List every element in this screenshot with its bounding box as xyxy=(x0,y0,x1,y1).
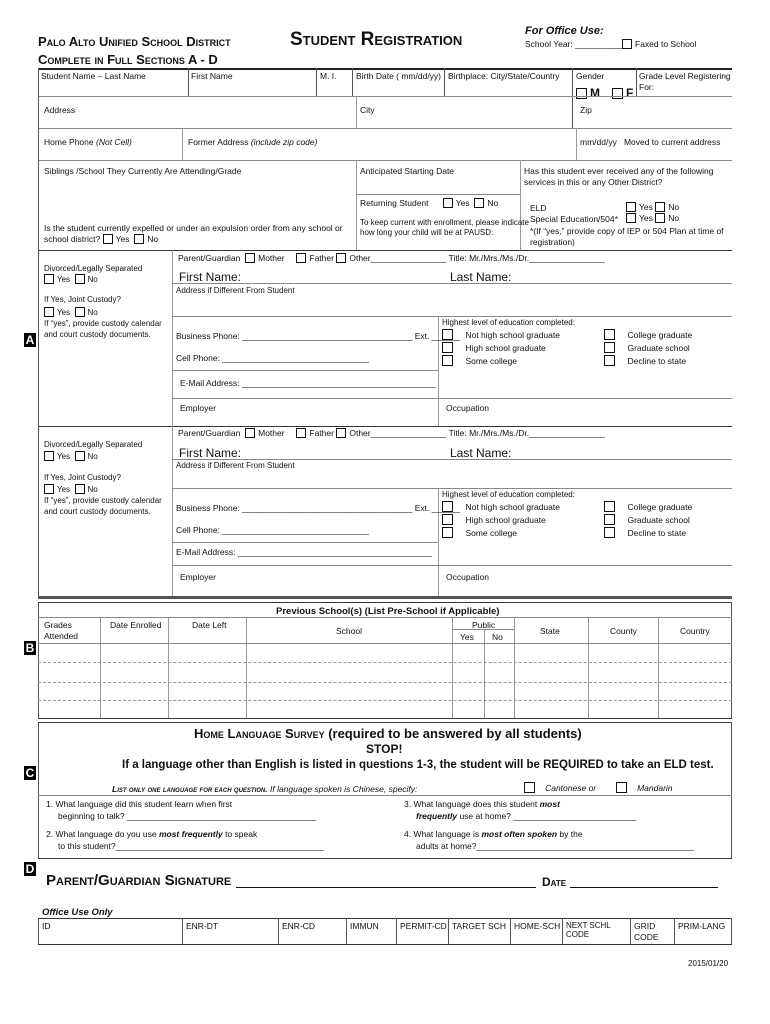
public-no-header: No xyxy=(492,632,503,642)
date-line[interactable] xyxy=(570,887,718,888)
mi-label: M. I. xyxy=(320,71,337,81)
parent1-cell-phone-field[interactable]: Cell Phone: _______________________________ xyxy=(176,353,369,363)
question-2: 2. What language do you use most frequently to speak xyxy=(46,829,258,839)
expelled-question: Is the student currently expelled or under an expulsion order from any school or xyxy=(44,223,343,233)
eld-label: ELD xyxy=(530,203,547,213)
parent2-edu-some-college-checkbox[interactable] xyxy=(442,527,453,538)
parent2-cell-phone-field[interactable]: Cell Phone: _______________________________ xyxy=(176,525,369,535)
parent2-last-name-field[interactable]: Last Name: xyxy=(450,446,512,460)
parent1-email-field[interactable]: E-Mail Address: _________________________________________ xyxy=(180,378,436,388)
school-year-field[interactable] xyxy=(525,39,622,49)
parent2-mother-checkbox[interactable] xyxy=(245,428,255,438)
services-question: Has this student ever received any of the following xyxy=(524,166,714,176)
parent2-occupation-label: Occupation xyxy=(446,572,489,582)
parent2-joint-yes-checkbox[interactable] xyxy=(44,484,54,494)
cantonese-checkbox[interactable] xyxy=(524,782,535,793)
first-name-label: First Name xyxy=(191,71,233,81)
parent2-email-field[interactable]: E-Mail Address: _________________________________________ xyxy=(176,547,432,557)
parent1-edu-hs-checkbox[interactable] xyxy=(442,342,453,353)
parent1-divorced-yes-checkbox[interactable] xyxy=(44,274,54,284)
parent1-joint-yes-checkbox[interactable] xyxy=(44,307,54,317)
parent2-custody-note2: and court custody documents. xyxy=(44,507,151,516)
question-2-answer[interactable]: to this student?____________________________________________ xyxy=(58,841,324,851)
parent1-edu-college-grad[interactable]: College graduate xyxy=(604,329,692,340)
parent1-joint-no-checkbox[interactable] xyxy=(75,307,85,317)
gender-f-option[interactable] xyxy=(612,86,633,100)
office-col-prim-lang: PRIM-LANG xyxy=(678,921,726,931)
sped-yes-checkbox[interactable] xyxy=(626,213,636,223)
parent2-edu-grad-school[interactable]: Graduate school xyxy=(604,514,690,525)
school-year-label: School Year: __________ xyxy=(525,39,623,49)
office-use-only-title: Office Use Only xyxy=(42,907,113,918)
parent1-business-phone-field[interactable]: Business Phone: ____________________________________ Ext. ______ xyxy=(176,331,461,341)
parent1-divorced-options: Yes No xyxy=(44,274,98,284)
parent1-divorced-label: Divorced/Legally Separated xyxy=(44,264,143,273)
question-1: 1. What language did this student learn when first xyxy=(46,799,233,809)
parent2-edu-college-grad[interactable]: College graduate xyxy=(604,501,692,512)
school-header: School xyxy=(336,626,362,636)
parent1-edu-some-college[interactable]: Some college xyxy=(442,355,517,366)
returning-no-checkbox[interactable] xyxy=(474,198,484,208)
siblings-label: Siblings /School They Currently Are Attending/Grade xyxy=(44,166,242,176)
last-name-label: Student Name – Last Name xyxy=(41,71,146,81)
eld-warning: If a language other than English is listed in questions 1-3, the student will be REQUIRED to take an ELD test. xyxy=(122,759,714,771)
parent1-joint-custody-label: If Yes, Joint Custody? xyxy=(44,295,121,304)
stop-label: STOP! xyxy=(366,742,403,756)
parent1-edu-decline[interactable]: Decline to state xyxy=(604,355,686,366)
expelled-yes-checkbox[interactable] xyxy=(103,234,113,244)
parent2-other-checkbox[interactable] xyxy=(336,428,346,438)
keep-current-note1: To keep current with enrollment, please indicate xyxy=(360,218,529,227)
parent2-education-label: Highest level of education completed: xyxy=(442,490,575,499)
parent1-joint-options: Yes No xyxy=(44,307,98,317)
public-header: Public xyxy=(472,620,496,630)
footer-date: 2015/01/20 xyxy=(688,959,729,968)
parent1-edu-some-college-checkbox[interactable] xyxy=(442,355,453,366)
cantonese-option[interactable]: Cantonese or xyxy=(524,782,596,793)
office-col-grid-code: GRID CODE xyxy=(634,921,659,942)
section-d-label: D xyxy=(25,862,35,876)
expelled-question-line2: school district? Yes No xyxy=(44,234,159,244)
parent1-custody-note: If “yes”, provide custody calendar xyxy=(44,319,162,328)
parent1-last-name-field[interactable]: Last Name: xyxy=(450,270,512,284)
parent2-joint-no-checkbox[interactable] xyxy=(75,484,85,494)
iep-note-line2: registration) xyxy=(530,237,575,247)
parent1-edu-hs[interactable]: High school graduate xyxy=(442,342,546,353)
parent1-edu-grad-school-checkbox[interactable] xyxy=(604,342,615,353)
office-col-enr-cd: ENR-CD xyxy=(282,921,316,931)
parent2-edu-grad-school-checkbox[interactable] xyxy=(604,514,615,525)
services-question-line2: services in this or any Other District? xyxy=(524,177,663,187)
zip-label: Zip xyxy=(580,105,592,115)
parent2-first-name-field[interactable]: First Name: xyxy=(179,446,242,460)
parent1-address-label: Address if Different From Student xyxy=(176,286,295,295)
parent1-other-checkbox[interactable] xyxy=(336,253,346,263)
parent1-custody-note2: and court custody documents. xyxy=(44,330,151,339)
question-1-answer[interactable]: beginning to talk? ________________________________________ xyxy=(58,811,317,821)
section-b-label: B xyxy=(25,641,35,655)
returning-student: Returning Student Yes No xyxy=(360,198,499,208)
sped-label: Special Education/504* xyxy=(530,214,618,224)
office-col-immun: IMMUN xyxy=(350,921,379,931)
district-name: Palo Alto Unified School District xyxy=(38,34,231,49)
mandarin-checkbox[interactable] xyxy=(616,782,627,793)
parent2-edu-not-hs[interactable]: Not high school graduate xyxy=(442,501,560,512)
question-4-answer[interactable]: adults at home?______________________________________________ xyxy=(416,841,694,851)
parent1-edu-grad-school[interactable]: Graduate school xyxy=(604,342,690,353)
section-a-label: A xyxy=(25,333,35,347)
faxed-checkbox[interactable] xyxy=(622,39,632,49)
parent2-business-phone-field[interactable]: Business Phone: ____________________________________ Ext. ______ xyxy=(176,503,461,513)
eld-options: Yes No xyxy=(626,202,679,212)
parent2-divorced-options: Yes No xyxy=(44,451,98,461)
grades-attended-header: Grades Attended xyxy=(44,620,79,641)
parent2-divorced-yes-checkbox[interactable] xyxy=(44,451,54,461)
parent2-custody-note: If “yes”, provide custody calendar xyxy=(44,496,162,505)
expelled-no-checkbox[interactable] xyxy=(134,234,144,244)
date-label: Date xyxy=(542,875,567,889)
parent2-relationship: Parent/Guardian Mother Father Other________________ Title: Mr./Mrs./Ms./Dr.________________ xyxy=(178,428,605,438)
office-use-title: For Office Use: xyxy=(525,25,604,37)
office-col-home-sch: HOME-SCH xyxy=(514,921,561,931)
question-3-answer[interactable]: frequently use at home? __________________________ xyxy=(416,811,637,821)
list-one-language-instruction: List only one language for each question. If language spoken is Chinese, specify: xyxy=(112,784,418,794)
public-yes-header: Yes xyxy=(460,632,474,642)
date-left-header: Date Left xyxy=(192,620,227,630)
signature-line[interactable] xyxy=(236,887,536,888)
grade-level-label: Grade Level Registering For: xyxy=(639,71,731,92)
parent1-father-checkbox[interactable] xyxy=(296,253,306,263)
parent1-employer-label: Employer xyxy=(180,403,216,413)
parent2-divorced-label: Divorced/Legally Separated xyxy=(44,440,143,449)
gender-f-label: F xyxy=(626,86,634,100)
parent2-edu-some-college[interactable]: Some college xyxy=(442,527,517,538)
parent2-joint-options: Yes No xyxy=(44,484,98,494)
parent1-edu-college-grad-checkbox[interactable] xyxy=(604,329,615,340)
parent2-divorced-no-checkbox[interactable] xyxy=(75,451,85,461)
office-col-permit-cd: PERMIT-CD xyxy=(400,921,447,931)
country-header: Country xyxy=(680,626,710,636)
keep-current-note2: how long your child will be at PAUSD: xyxy=(360,228,494,237)
parent1-mother-checkbox[interactable] xyxy=(245,253,255,263)
parent2-edu-college-grad-checkbox[interactable] xyxy=(604,501,615,512)
parent1-occupation-label: Occupation xyxy=(446,403,489,413)
office-col-id: ID xyxy=(42,921,51,931)
parent2-father-checkbox[interactable] xyxy=(296,428,306,438)
returning-yes-checkbox[interactable] xyxy=(443,198,453,208)
parent1-first-name-field[interactable]: First Name: xyxy=(179,270,242,284)
office-col-next-schl-code: NEXT SCHL CODE xyxy=(566,921,611,939)
gender-m-label: M xyxy=(590,86,600,100)
question-3: 3. What language does this student most xyxy=(404,799,560,809)
section-c-label: C xyxy=(25,766,35,780)
page-title: Student Registration xyxy=(290,29,463,50)
eld-yes-checkbox[interactable] xyxy=(626,202,636,212)
eld-no-checkbox[interactable] xyxy=(655,202,665,212)
parent2-employer-label: Employer xyxy=(180,572,216,582)
parent2-joint-custody-label: If Yes, Joint Custody? xyxy=(44,473,121,482)
faxed-label: Faxed to School xyxy=(635,39,697,49)
signature-label: Parent/Guardian Signature xyxy=(46,872,232,889)
birthplace-label: Birthplace: City/State/Country xyxy=(448,71,560,81)
former-address-label: Former Address (include zip code) xyxy=(188,137,318,147)
prev-schools-title: Previous School(s) (List Pre-School if Applicable) xyxy=(276,606,500,617)
parent2-edu-hs[interactable]: High school graduate xyxy=(442,514,546,525)
faxed-to-school[interactable] xyxy=(622,39,696,49)
date-enrolled-header: Date Enrolled xyxy=(110,620,162,630)
parent2-address-label: Address if Different From Student xyxy=(176,461,295,470)
complete-instructions: Complete in Full Sections A - D xyxy=(38,52,218,67)
iep-note: *(If “yes,” provide copy of IEP or 504 Plan at time of xyxy=(530,226,724,236)
parent1-edu-decline-checkbox[interactable] xyxy=(604,355,615,366)
gender-m-checkbox[interactable] xyxy=(576,88,587,99)
parent1-relationship: Parent/Guardian Mother Father Other________________ Title: Mr./Mrs./Ms./Dr.________________ xyxy=(178,253,605,263)
question-4: 4. What language is most often spoken by the xyxy=(404,829,583,839)
city-label: City xyxy=(360,105,375,115)
birth-date-label: Birth Date ( mm/dd/yy) xyxy=(356,71,442,81)
office-col-enr-dt: ENR-DT xyxy=(186,921,219,931)
moved-date-label: mm/dd/yy Moved to current address xyxy=(580,137,721,147)
gender-m-option[interactable] xyxy=(576,86,600,100)
parent2-edu-decline-checkbox[interactable] xyxy=(604,527,615,538)
gender-label: Gender xyxy=(576,71,605,81)
gender-f-checkbox[interactable] xyxy=(612,88,623,99)
sped-options: Yes No xyxy=(626,213,679,223)
home-language-title: Home Language Survey (required to be answered by all students) xyxy=(194,726,582,741)
office-col-target-sch: TARGET SCH xyxy=(452,921,506,931)
home-phone-label: Home Phone (Not Cell) xyxy=(44,137,132,147)
parent2-edu-hs-checkbox[interactable] xyxy=(442,514,453,525)
parent1-edu-not-hs[interactable]: Not high school graduate xyxy=(442,329,560,340)
county-header: County xyxy=(610,626,637,636)
sped-no-checkbox[interactable] xyxy=(655,213,665,223)
parent1-divorced-no-checkbox[interactable] xyxy=(75,274,85,284)
parent2-edu-decline[interactable]: Decline to state xyxy=(604,527,686,538)
address-label: Address xyxy=(44,105,76,115)
start-date-label: Anticipated Starting Date xyxy=(360,166,455,176)
parent1-education-label: Highest level of education completed: xyxy=(442,318,575,327)
mandarin-option[interactable]: Mandarin xyxy=(616,782,673,793)
state-header: State xyxy=(540,626,560,636)
